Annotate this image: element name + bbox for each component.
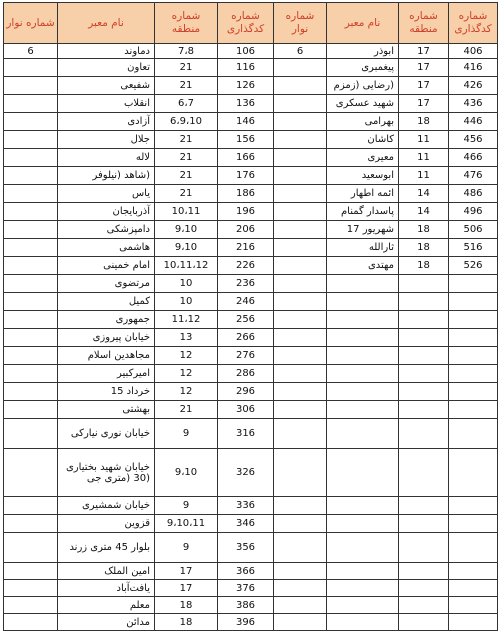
empty-cell xyxy=(274,580,327,597)
right-code-cell: 496 xyxy=(449,203,498,221)
right-name-cell: پیغمبری xyxy=(327,59,399,77)
left-name-cell: (شاهد (نیلوفر xyxy=(58,167,155,185)
left-naver-cell xyxy=(4,185,58,203)
left-naver-cell xyxy=(4,419,58,449)
left-name-cell: امام خمینی xyxy=(58,257,155,275)
empty-cell xyxy=(327,275,399,293)
table-row xyxy=(4,257,498,275)
header-naver-right: شماره نوار xyxy=(274,3,327,44)
left-naver-cell xyxy=(4,614,58,631)
empty-cell xyxy=(449,383,498,401)
right-naver-cell xyxy=(274,239,327,257)
header-region-right: شماره منطقه xyxy=(399,3,449,44)
table-row xyxy=(4,347,498,365)
table-row xyxy=(4,239,498,257)
empty-cell xyxy=(449,497,498,515)
right-naver-cell xyxy=(274,203,327,221)
empty-cell xyxy=(327,365,399,383)
table-row xyxy=(4,563,498,580)
left-name-cell: جلال xyxy=(58,131,155,149)
table-row xyxy=(4,113,498,131)
left-region-cell: 17 xyxy=(155,563,218,580)
left-name-cell: انقلاب xyxy=(58,95,155,113)
empty-cell xyxy=(449,563,498,580)
empty-cell xyxy=(274,347,327,365)
empty-cell xyxy=(274,515,327,533)
left-naver-cell xyxy=(4,113,58,131)
right-naver-cell xyxy=(274,257,327,275)
left-region-cell: 21 xyxy=(155,131,218,149)
empty-cell xyxy=(327,293,399,311)
left-code-cell: 196 xyxy=(218,203,274,221)
table-row xyxy=(4,167,498,185)
empty-cell xyxy=(274,329,327,347)
empty-cell xyxy=(399,329,449,347)
left-name-cell: معلم xyxy=(58,597,155,614)
left-region-cell: 11،12 xyxy=(155,311,218,329)
header-row xyxy=(4,3,498,44)
left-code-cell: 276 xyxy=(218,347,274,365)
left-naver-cell xyxy=(4,401,58,419)
empty-cell xyxy=(399,497,449,515)
left-name-cell: یافت‌آباد xyxy=(58,580,155,597)
right-code-cell: 486 xyxy=(449,185,498,203)
empty-cell xyxy=(327,533,399,563)
left-name-cell: مجاهدین اسلام xyxy=(58,347,155,365)
right-region-cell: 17 xyxy=(399,95,449,113)
left-code-cell: 136 xyxy=(218,95,274,113)
left-name-cell: آذربایجان xyxy=(58,203,155,221)
left-region-cell: 21 xyxy=(155,167,218,185)
table-row xyxy=(4,515,498,533)
right-name-cell: کاشان xyxy=(327,131,399,149)
table-row xyxy=(4,185,498,203)
right-naver-cell xyxy=(274,167,327,185)
right-region-cell: 11 xyxy=(399,131,449,149)
left-naver-cell xyxy=(4,311,58,329)
left-region-cell: 9 xyxy=(155,533,218,563)
empty-cell xyxy=(327,515,399,533)
left-code-cell: 296 xyxy=(218,383,274,401)
header-name-left: نام معبر xyxy=(58,3,155,44)
empty-cell xyxy=(449,419,498,449)
right-name-cell: ثارالله xyxy=(327,239,399,257)
empty-cell xyxy=(399,419,449,449)
left-code-cell: 286 xyxy=(218,365,274,383)
right-code-cell: 426 xyxy=(449,77,498,95)
right-name-cell: شهید عسکری xyxy=(327,95,399,113)
left-name-cell: قزوین xyxy=(58,515,155,533)
empty-cell xyxy=(399,449,449,497)
table-row xyxy=(4,44,498,59)
right-code-cell: 406 xyxy=(449,44,498,59)
empty-cell xyxy=(449,329,498,347)
right-naver-cell xyxy=(274,185,327,203)
table-row xyxy=(4,275,498,293)
left-name-cell: دماوند xyxy=(58,44,155,59)
table-row xyxy=(4,131,498,149)
left-naver-cell xyxy=(4,257,58,275)
right-name-cell: شهریور 17 xyxy=(327,221,399,239)
left-name-cell: خیابان شمشیری xyxy=(58,497,155,515)
right-code-cell: 456 xyxy=(449,131,498,149)
left-region-cell: 10 xyxy=(155,293,218,311)
right-naver-cell xyxy=(274,221,327,239)
table-row xyxy=(4,329,498,347)
table-row xyxy=(4,597,498,614)
left-region-cell: 21 xyxy=(155,59,218,77)
empty-cell xyxy=(449,449,498,497)
table-row xyxy=(4,401,498,419)
left-code-cell: 146 xyxy=(218,113,274,131)
right-region-cell: 14 xyxy=(399,185,449,203)
empty-cell xyxy=(449,597,498,614)
left-code-cell: 366 xyxy=(218,563,274,580)
left-naver-cell xyxy=(4,167,58,185)
right-region-cell: 11 xyxy=(399,149,449,167)
left-code-cell: 376 xyxy=(218,580,274,597)
empty-cell xyxy=(449,275,498,293)
left-code-cell: 306 xyxy=(218,401,274,419)
right-region-cell: 17 xyxy=(399,44,449,59)
left-region-cell: 9،10،11 xyxy=(155,515,218,533)
right-region-cell: 18 xyxy=(399,113,449,131)
empty-cell xyxy=(274,311,327,329)
left-region-cell: 21 xyxy=(155,149,218,167)
empty-cell xyxy=(274,449,327,497)
left-code-cell: 116 xyxy=(218,59,274,77)
empty-cell xyxy=(449,515,498,533)
right-name-cell: (رضایی (زمزم xyxy=(327,77,399,95)
right-code-cell: 476 xyxy=(449,167,498,185)
right-naver-cell xyxy=(274,131,327,149)
right-naver-cell xyxy=(274,149,327,167)
table-row xyxy=(4,533,498,563)
right-naver-cell xyxy=(274,77,327,95)
left-name-cell: تعاون xyxy=(58,59,155,77)
right-region-cell: 14 xyxy=(399,203,449,221)
header-code-right: شماره کدگذاری xyxy=(449,3,498,44)
empty-cell xyxy=(327,347,399,365)
header-code-left: شماره کدگذاری xyxy=(218,3,274,44)
left-code-cell: 126 xyxy=(218,77,274,95)
left-naver-cell xyxy=(4,515,58,533)
table-row xyxy=(4,221,498,239)
table-body xyxy=(4,44,498,631)
left-code-cell: 386 xyxy=(218,597,274,614)
empty-cell xyxy=(399,580,449,597)
left-code-cell: 246 xyxy=(218,293,274,311)
left-code-cell: 156 xyxy=(218,131,274,149)
right-code-cell: 446 xyxy=(449,113,498,131)
left-name-cell: خیابان شهید بختیاری (30 (متری جی xyxy=(58,449,155,497)
right-naver-cell xyxy=(274,113,327,131)
empty-cell xyxy=(399,533,449,563)
right-code-cell: 416 xyxy=(449,59,498,77)
empty-cell xyxy=(399,365,449,383)
right-name-cell: ابوسعید xyxy=(327,167,399,185)
table-row xyxy=(4,383,498,401)
left-region-cell: 7،8 xyxy=(155,44,218,59)
left-region-cell: 9،10 xyxy=(155,449,218,497)
empty-cell xyxy=(399,597,449,614)
empty-cell xyxy=(274,275,327,293)
left-region-cell: 13 xyxy=(155,329,218,347)
table-row xyxy=(4,614,498,631)
left-region-cell: 17 xyxy=(155,580,218,597)
left-name-cell: یاس xyxy=(58,185,155,203)
table-row xyxy=(4,311,498,329)
left-name-cell: جمهوری xyxy=(58,311,155,329)
left-region-cell: 9 xyxy=(155,497,218,515)
left-naver-cell xyxy=(4,149,58,167)
left-name-cell: مدائن xyxy=(58,614,155,631)
right-region-cell: 18 xyxy=(399,239,449,257)
empty-cell xyxy=(274,614,327,631)
left-naver-cell xyxy=(4,293,58,311)
empty-cell xyxy=(327,401,399,419)
left-name-cell: دامپزشکی xyxy=(58,221,155,239)
header-name-right: نام معبر xyxy=(327,3,399,44)
left-code-cell: 326 xyxy=(218,449,274,497)
left-region-cell: 9،10 xyxy=(155,239,218,257)
left-region-cell: 10،11،12 xyxy=(155,257,218,275)
left-code-cell: 186 xyxy=(218,185,274,203)
table-row xyxy=(4,449,498,497)
left-region-cell: 21 xyxy=(155,401,218,419)
left-naver-cell xyxy=(4,329,58,347)
empty-cell xyxy=(399,515,449,533)
right-region-cell: 18 xyxy=(399,257,449,275)
left-naver-cell xyxy=(4,533,58,563)
left-name-cell: امین الملک xyxy=(58,563,155,580)
left-code-cell: 316 xyxy=(218,419,274,449)
empty-cell xyxy=(274,419,327,449)
left-region-cell: 21 xyxy=(155,77,218,95)
left-code-cell: 216 xyxy=(218,239,274,257)
empty-cell xyxy=(274,533,327,563)
right-code-cell: 526 xyxy=(449,257,498,275)
empty-cell xyxy=(274,597,327,614)
table-row xyxy=(4,497,498,515)
empty-cell xyxy=(399,311,449,329)
empty-cell xyxy=(399,614,449,631)
empty-cell xyxy=(449,401,498,419)
left-region-cell: 21 xyxy=(155,185,218,203)
left-naver-cell xyxy=(4,597,58,614)
left-naver-cell xyxy=(4,95,58,113)
empty-cell xyxy=(449,365,498,383)
left-region-cell: 12 xyxy=(155,383,218,401)
empty-cell xyxy=(274,365,327,383)
right-region-cell: 18 xyxy=(399,221,449,239)
right-name-cell: بهرامی xyxy=(327,113,399,131)
left-code-cell: 266 xyxy=(218,329,274,347)
left-naver-cell xyxy=(4,580,58,597)
table-row xyxy=(4,59,498,77)
empty-cell xyxy=(327,597,399,614)
left-naver-cell: 6 xyxy=(4,44,58,59)
left-region-cell: 9 xyxy=(155,419,218,449)
left-code-cell: 176 xyxy=(218,167,274,185)
left-region-cell: 12 xyxy=(155,347,218,365)
left-code-cell: 206 xyxy=(218,221,274,239)
empty-cell xyxy=(274,401,327,419)
left-region-cell: 10 xyxy=(155,275,218,293)
empty-cell xyxy=(327,580,399,597)
empty-cell xyxy=(327,614,399,631)
left-name-cell: مرتضوی xyxy=(58,275,155,293)
empty-cell xyxy=(327,329,399,347)
left-naver-cell xyxy=(4,383,58,401)
left-name-cell: بهشتی xyxy=(58,401,155,419)
left-naver-cell xyxy=(4,239,58,257)
right-name-cell: مهتدی xyxy=(327,257,399,275)
left-name-cell: آزادی xyxy=(58,113,155,131)
left-naver-cell xyxy=(4,203,58,221)
table-row xyxy=(4,580,498,597)
empty-cell xyxy=(327,497,399,515)
left-naver-cell xyxy=(4,449,58,497)
table-row xyxy=(4,77,498,95)
left-naver-cell xyxy=(4,365,58,383)
left-name-cell: خیابان پیروزی xyxy=(58,329,155,347)
right-code-cell: 436 xyxy=(449,95,498,113)
left-naver-cell xyxy=(4,77,58,95)
left-name-cell: امیرکبیر xyxy=(58,365,155,383)
table-row xyxy=(4,365,498,383)
right-naver-cell: 6 xyxy=(274,44,327,59)
left-naver-cell xyxy=(4,563,58,580)
empty-cell xyxy=(449,293,498,311)
left-region-cell: 18 xyxy=(155,614,218,631)
empty-cell xyxy=(449,347,498,365)
right-region-cell: 11 xyxy=(399,167,449,185)
left-region-cell: 6،7 xyxy=(155,95,218,113)
left-code-cell: 396 xyxy=(218,614,274,631)
table-row xyxy=(4,149,498,167)
left-name-cell: خرداد 15 xyxy=(58,383,155,401)
left-code-cell: 346 xyxy=(218,515,274,533)
right-name-cell: ائمه اطهار xyxy=(327,185,399,203)
left-naver-cell xyxy=(4,59,58,77)
left-name-cell: بلوار 45 متری زرند xyxy=(58,533,155,563)
empty-cell xyxy=(327,383,399,401)
left-region-cell: 18 xyxy=(155,597,218,614)
empty-cell xyxy=(274,563,327,580)
left-code-cell: 356 xyxy=(218,533,274,563)
table-row xyxy=(4,203,498,221)
right-naver-cell xyxy=(274,59,327,77)
right-code-cell: 466 xyxy=(449,149,498,167)
left-naver-cell xyxy=(4,221,58,239)
left-region-cell: 6،9،10 xyxy=(155,113,218,131)
left-code-cell: 336 xyxy=(218,497,274,515)
empty-cell xyxy=(449,580,498,597)
empty-cell xyxy=(449,311,498,329)
empty-cell xyxy=(327,449,399,497)
right-name-cell: پاسدار گمنام xyxy=(327,203,399,221)
left-code-cell: 166 xyxy=(218,149,274,167)
right-code-cell: 506 xyxy=(449,221,498,239)
left-naver-cell xyxy=(4,497,58,515)
empty-cell xyxy=(274,497,327,515)
table-row xyxy=(4,419,498,449)
left-code-cell: 256 xyxy=(218,311,274,329)
empty-cell xyxy=(449,533,498,563)
left-name-cell: لاله xyxy=(58,149,155,167)
left-name-cell: هاشمی xyxy=(58,239,155,257)
left-region-cell: 12 xyxy=(155,365,218,383)
left-naver-cell xyxy=(4,131,58,149)
left-region-cell: 9،10 xyxy=(155,221,218,239)
right-region-cell: 17 xyxy=(399,77,449,95)
empty-cell xyxy=(399,401,449,419)
empty-cell xyxy=(449,614,498,631)
empty-cell xyxy=(399,293,449,311)
empty-cell xyxy=(399,347,449,365)
left-region-cell: 10،11 xyxy=(155,203,218,221)
header-naver-left: شماره نوار xyxy=(4,3,58,44)
left-name-cell: خیابان نوری نیارکی xyxy=(58,419,155,449)
empty-cell xyxy=(399,275,449,293)
left-name-cell: شفیعی xyxy=(58,77,155,95)
left-code-cell: 236 xyxy=(218,275,274,293)
right-name-cell: معیری xyxy=(327,149,399,167)
right-naver-cell xyxy=(274,95,327,113)
empty-cell xyxy=(399,563,449,580)
left-naver-cell xyxy=(4,275,58,293)
empty-cell xyxy=(274,383,327,401)
right-region-cell: 17 xyxy=(399,59,449,77)
header-region-left: شماره منطقه xyxy=(155,3,218,44)
left-naver-cell xyxy=(4,347,58,365)
right-code-cell: 516 xyxy=(449,239,498,257)
empty-cell xyxy=(399,383,449,401)
table-row xyxy=(4,95,498,113)
empty-cell xyxy=(274,293,327,311)
empty-cell xyxy=(327,563,399,580)
right-name-cell: ابوذر xyxy=(327,44,399,59)
empty-cell xyxy=(327,419,399,449)
street-code-table xyxy=(3,2,498,631)
table-row xyxy=(4,293,498,311)
empty-cell xyxy=(327,311,399,329)
left-code-cell: 106 xyxy=(218,44,274,59)
left-name-cell: کمیل xyxy=(58,293,155,311)
left-code-cell: 226 xyxy=(218,257,274,275)
